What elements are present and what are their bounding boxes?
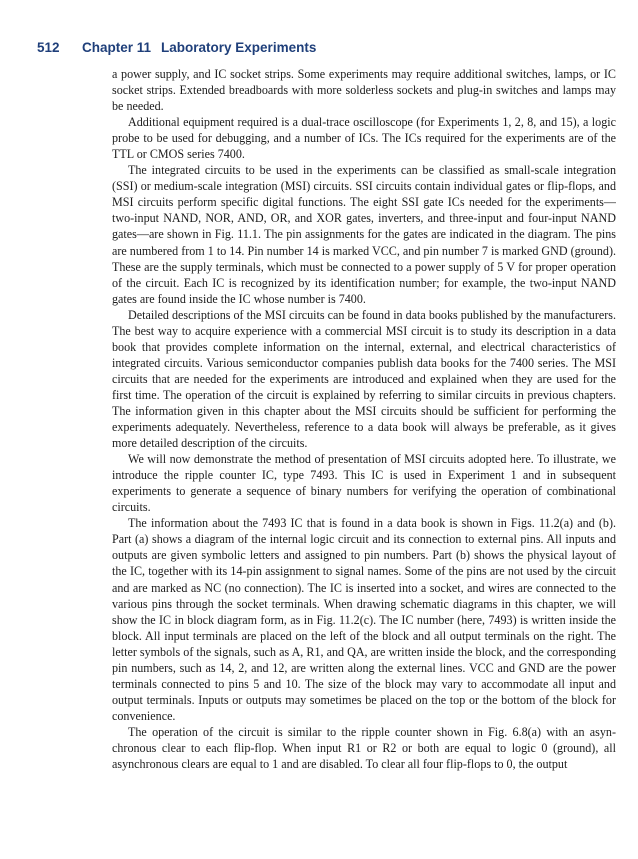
page-number: 512 — [37, 40, 60, 55]
paragraph-additional-equipment: Additional equipment required is a dual-trace oscilloscope (for Experiments 1, 2, 8, and 15), a logic probe to be used for debugging, and a number of ICs. The ICs required for the experiments are of the TTL or CMOS series 7400. — [112, 115, 616, 162]
paragraph-integrated-circuits: The integrated circuits to be used in the experiments can be classified as small-scale integration (SSI) or medium-scale integration (MSI) circuits. SSI circuits contain individual gates or flip-flops, and MSI circuits perform specific digital functions. The eight SSI gate ICs needed for the experiments—two-input NAND, NOR, AND, OR, and XOR gates, inverters, and three-input and four-input NAND gates—are shown in Fig. 11.1. The pin assignments for the gates are indicated in the diagram. The pins are numbered from 1 to 14. Pin number 14 is marked VCC, and pin number 7 is marked GND (ground). These are the supply terminals, which must be connected to a power supply of 5 V for proper operation of the circuit. Each IC is recognized by its identification number; for example, the two-input NAND gates are found inside the IC whose number is 7400. — [112, 163, 616, 306]
paragraph-7493-information: The information about the 7493 IC that is found in a data book is shown in Figs. 11.2(a) and (b). Part (a) shows a diagram of the internal logic circuit and its connection to external pins. All inputs and outputs are given symbolic letters and assigned to pin numbers. Part (b) shows the physical layout of the IC, together with its 14-pin assignment to signal names. Some of the pins are not used by the circuit and are marked as NC (no connection). The IC is inserted into a socket, and wires are connected to the various pins through the socket terminals. When drawing schematic diagrams in this chapter, we will show the IC in block diagram form, as in Fig. 11.2(c). The IC number (here, 7493) is written inside the block. All input terminals are placed on the left of the block and all output terminals on the right. The letter symbols of the signals, such as A, R1, and QA, are written inside the block, and the corresponding pin numbers, such as 14, 2, and 12, are written along the external lines. VCC and GND are the power terminals connected to pins 5 and 10. The size of the block may vary to accommodate all input and output terminals. Inputs or outputs may sometimes be placed on the top or the bottom of the block for convenience. — [112, 516, 616, 723]
paragraph-msi-descriptions: Detailed descriptions of the MSI circuits can be found in data books published by the manufacturers. The best way to acquire experience with a commercial MSI circuit is to study its description in a data book that provides complete information on the internal, external, and electrical characteristics of integrated circuits. Various semiconductor companies publish data books for the 7400 series. The MSI circuits that are needed for the experiments are introduced and explained when they are used for the first time. The operation of the circuit is explained by referring to similar circuits in previous chapters. The information given in this chapter about the MSI circuits should be sufficient for performing the experiments adequately. Nevertheless, reference to a data book will always be preferable, as it gives more detailed description of the circuits. — [112, 307, 616, 451]
body-text — [112, 66, 616, 846]
paragraph-equipment-continued: a power supply, and IC socket strips. Some experiments may require additional switches, lamps, or IC socket strips. Extended breadboards with more solderless sockets and plug-in switches and lamps may be needed. — [112, 67, 616, 114]
chapter-label: Chapter 11 — [82, 40, 152, 55]
chapter-title: Laboratory Experiments — [161, 40, 317, 55]
running-head — [37, 40, 617, 62]
paragraph-presentation-method: We will now demonstrate the method of presentation of MSI circuits adopted here. To illustrate, we introduce the ripple counter IC, type 7493. This IC is used in Experiment 1 and in subsequent experiments to generate a sequence of binary numbers for verifying the operation of combinational circuits. — [112, 452, 616, 515]
paragraph-circuit-operation: The operation of the circuit is similar to the ripple counter shown in Fig. 6.8(a) with an asynchronous clear to each flip-flop. When input R1 or R2 or both are equal to logic 0 (ground), all asynchronous clears are equal to 1 and are disabled. To clear all four flip-flops to 0, the output — [112, 724, 616, 772]
